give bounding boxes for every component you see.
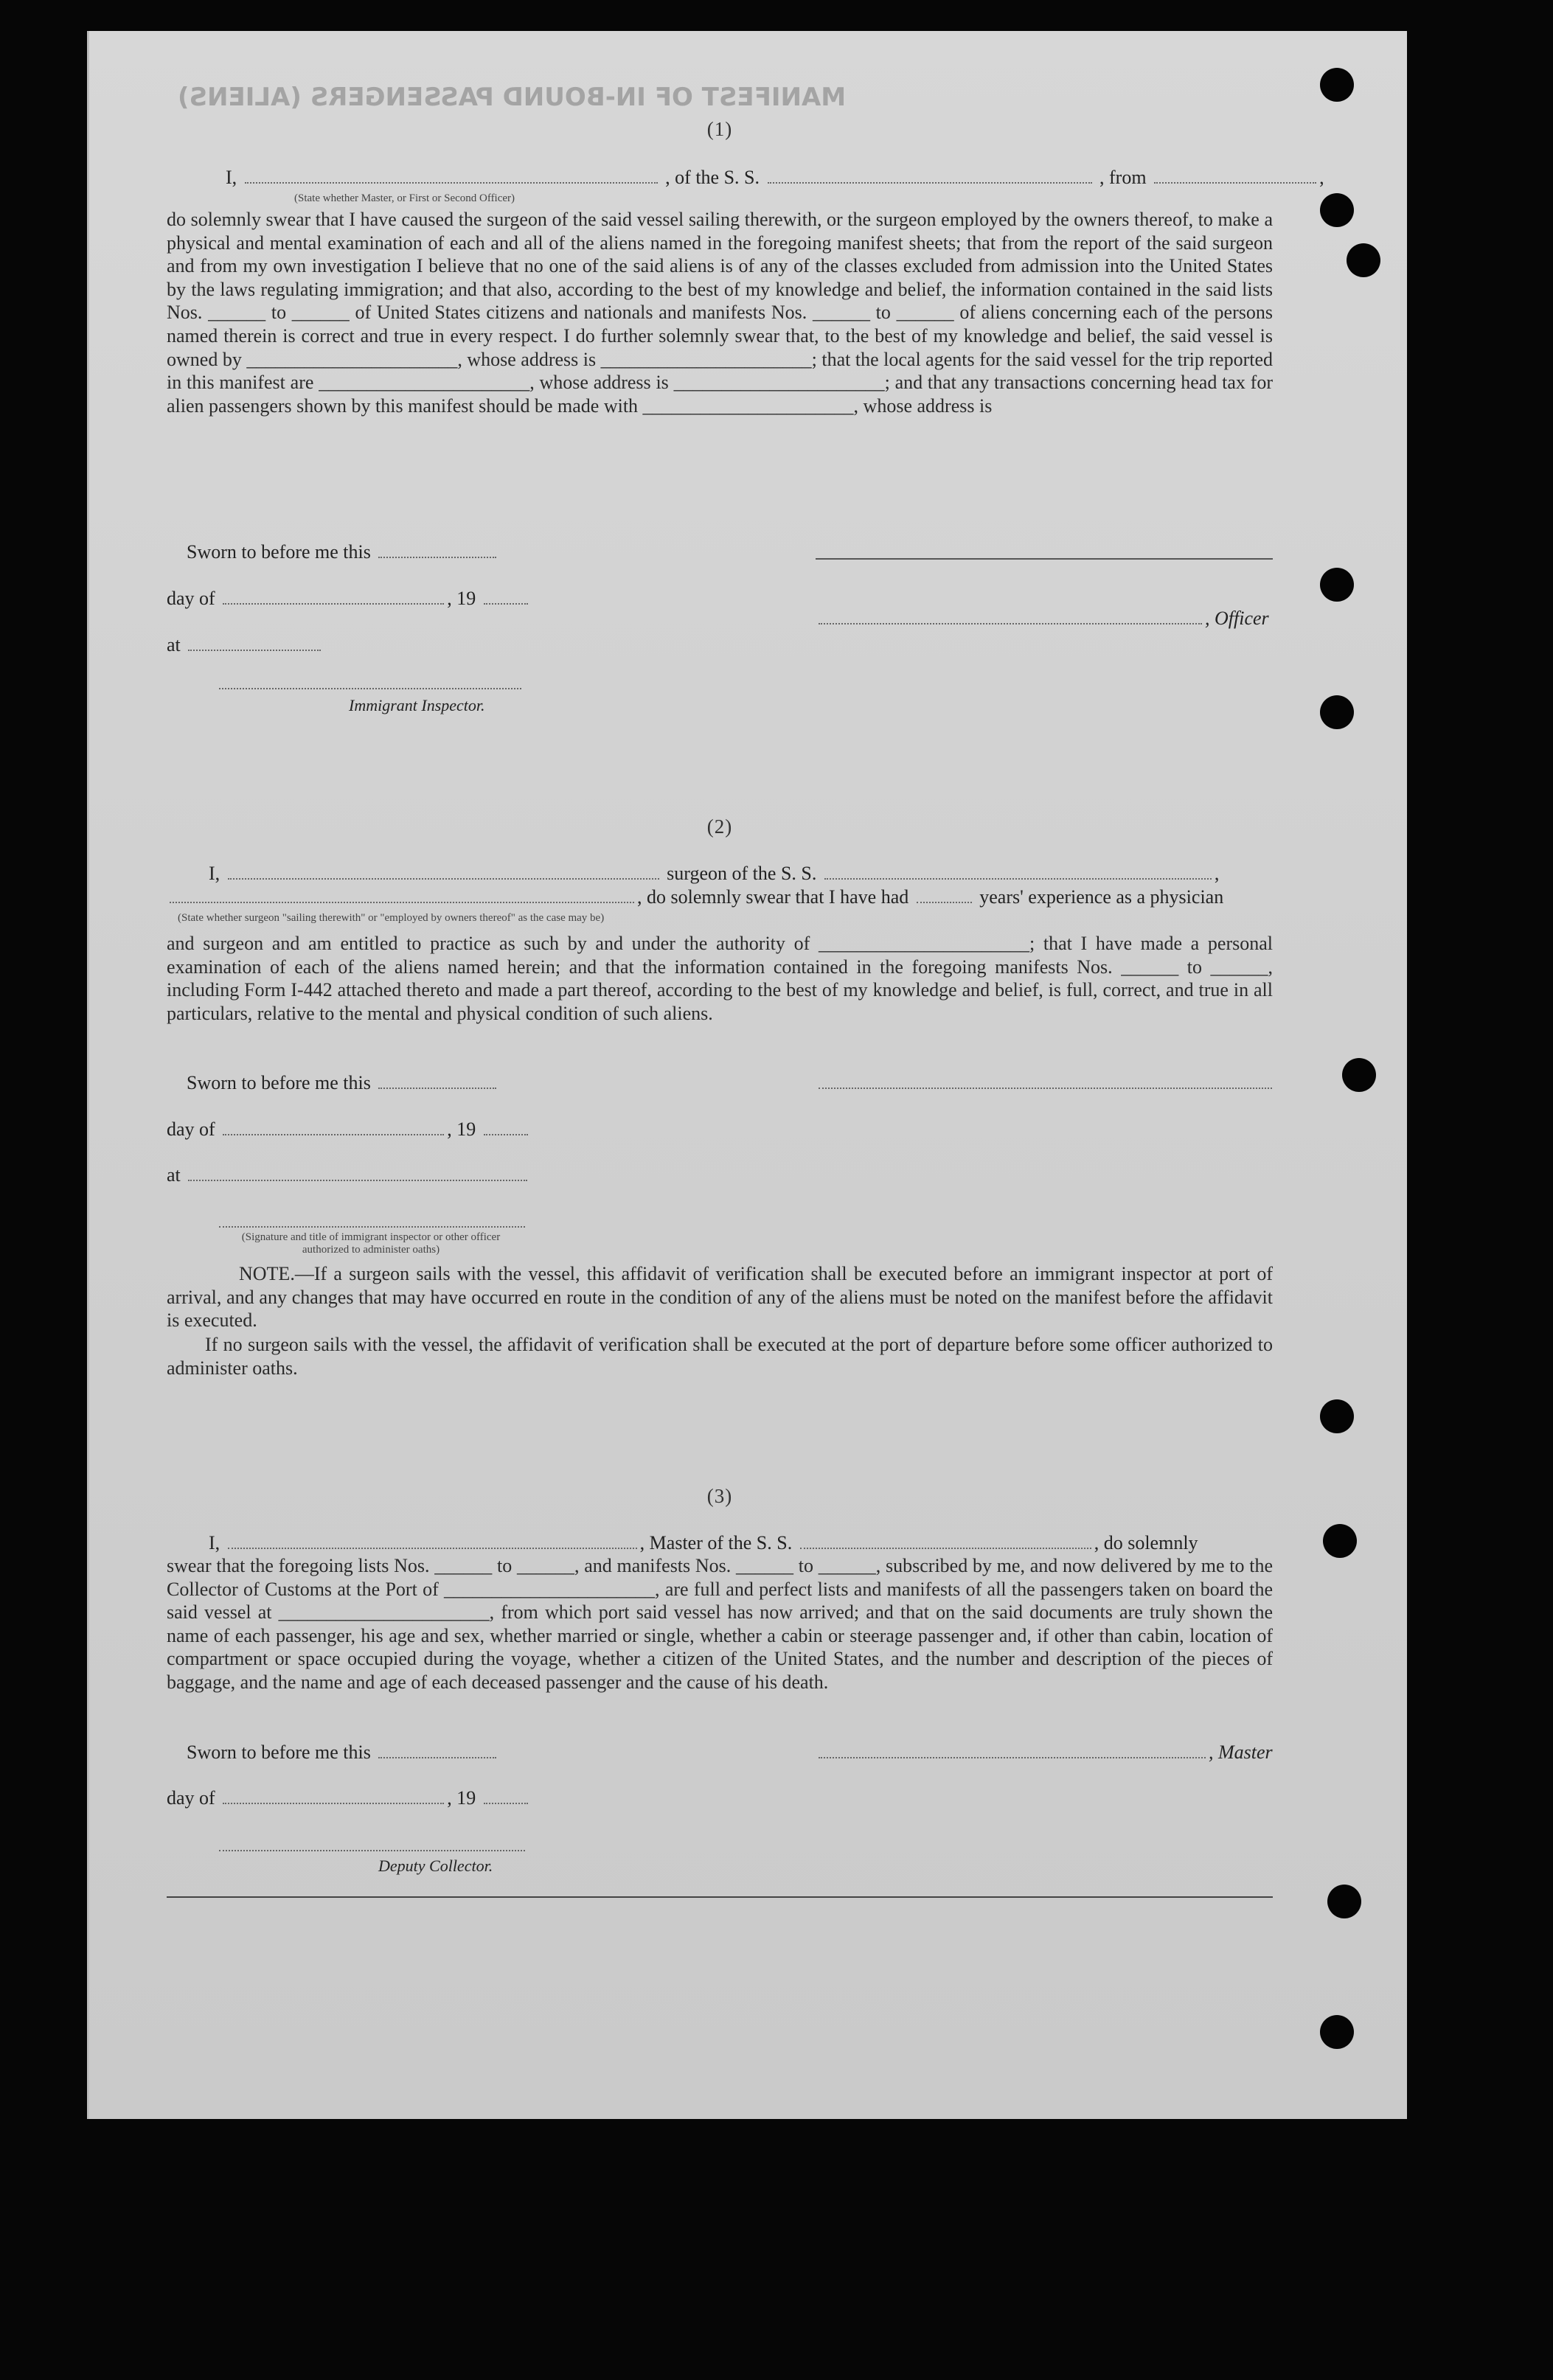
dayof-label: day of	[167, 588, 215, 609]
section-2-oath-line	[209, 863, 1219, 885]
section-3-dayof	[167, 1787, 531, 1809]
officer-signature-field	[819, 610, 1202, 624]
day-of-field	[223, 1121, 444, 1135]
at-field	[188, 1166, 527, 1181]
document-page	[87, 31, 1407, 2119]
section-2-sworn	[187, 1072, 499, 1094]
years-label: years' experience as a physician	[979, 886, 1224, 908]
note-label: NOTE.	[239, 1263, 295, 1284]
section-3-body: swear that the foregoing lists Nos. ______ to ______, and manifests Nos. ______ to ______, subscribed by me, and now delivered by me to the Collector of Customs at the Port of ______________________, are full and perfect lists and manifests of all the passengers taken on board the said vessel at ______________________, from which port said vessel has now arrived; and that on the said documents are truly shown the name of each passenger, his age and sex, whether married or single, whether a cabin or steerage passenger and, if other than cabin, location of compartment or space occupied during the voyage, whether a citizen of the United States, and the number and description of the pieces of baggage, and the name and age of each deceased passenger and the cause of his death.	[167, 1555, 1273, 1693]
master-signature-field	[819, 1744, 1206, 1758]
dayof-label: day of	[167, 1118, 215, 1140]
from-port-field	[1154, 169, 1316, 184]
surgeon-signature-line	[816, 1072, 1275, 1094]
master-signature-line	[816, 558, 1273, 560]
section-2-at	[167, 1164, 530, 1186]
master-signature-line-3	[816, 1741, 1273, 1764]
year-field	[484, 590, 528, 605]
deputy-collector-title: Deputy Collector.	[378, 1857, 493, 1875]
section-1-body: do solemnly swear that I have caused the surgeon of the said vessel sailing therewith, or the surgeon employed by the owners thereof, to make a physical and mental examination of each and all of the aliens named in the foregoing manifest sheets; that from the report of the said surgeon and from my own investigation I believe that no one of the said aliens is of any of the classes excluded from admission into the United States by the laws regulating immigration; and that also, according to the best of my knowledge and belief, the information contained in the said lists Nos. ______ to ______ of United States citizens and nationals and manifests Nos. ______ to ______ of aliens concerning each of the persons named therein is correct and true in every respect. I do further solemnly swear that, to the best of my knowledge and belief, the said vessel is owned by ______________________, whose address is ______________________; that the local agents for the said vessel for the trip reported in this manifest are ______________________, whose address is ______________________; and that any transactions concerning head tax for alien passengers shown by this manifest should be made with ______________________, whose address is	[167, 209, 1273, 417]
sworn-date-field	[378, 1744, 496, 1758]
oath-i: I,	[209, 863, 220, 884]
officer-signature-line	[216, 1211, 528, 1233]
day-of-field	[223, 1789, 444, 1804]
punch-hole	[1320, 1399, 1354, 1433]
ship-name-field	[768, 169, 1092, 184]
surgeon-signature-field	[819, 1074, 1272, 1089]
deputy-signature-field	[219, 1837, 525, 1851]
at-label: at	[167, 634, 181, 655]
from-label: , from	[1099, 167, 1147, 188]
sworn-date-field	[378, 543, 496, 558]
ship-label: , of the S. S.	[665, 167, 760, 188]
master-ship-field	[800, 1534, 1091, 1549]
section-1-sworn	[187, 541, 499, 563]
section-1-at	[167, 634, 324, 656]
inspector-title: Immigrant Inspector.	[349, 696, 485, 714]
oath-i: I,	[209, 1532, 220, 1553]
year-label: , 19	[447, 588, 476, 609]
dayof-label: day of	[167, 1787, 215, 1809]
punch-hole	[1320, 695, 1354, 729]
inspector-signature-field	[219, 675, 521, 689]
section-3-sworn	[187, 1741, 499, 1764]
section-2-body: and surgeon and am entitled to practice as such by and under the authority of ______________________; that I have made a personal examination of each of the aliens named herein; and that the information contained in the foregoing manifests Nos. ______ to ______, including Form I-442 attached thereto and made a part thereof, according to the best of my knowledge and belief, is full, correct, and true in all particulars, relative to the mental and physical condition of such aliens.	[167, 933, 1273, 1024]
officer-signature-field	[219, 1213, 525, 1228]
punch-hole	[1320, 193, 1354, 227]
punch-hole	[1320, 2015, 1354, 2049]
section-1-number: (1)	[706, 118, 733, 140]
punch-hole	[1327, 1885, 1361, 1918]
surgeon-label: surgeon of the S. S.	[667, 863, 817, 884]
officer-name-field	[245, 169, 658, 184]
deputy-signature-line	[216, 1834, 528, 1857]
officer-label: , Officer	[1205, 608, 1269, 629]
day-of-field	[223, 590, 444, 605]
signature-note: (Signature and title of immigrant inspector or other officer authorized to administer oaths)	[241, 1231, 501, 1256]
year-field	[484, 1789, 528, 1804]
master-name-field	[228, 1534, 637, 1549]
sworn-label: Sworn to before me this	[187, 541, 371, 563]
surgeon-name-field	[228, 865, 659, 880]
bleed-through-header: MANIFEST OF IN-BOUND PASSENGERS (ALIENS)	[178, 83, 847, 112]
surgeon-status-field	[170, 888, 634, 903]
sworn-label: Sworn to before me this	[187, 1741, 371, 1763]
year-label: , 19	[447, 1118, 476, 1140]
bottom-rule	[167, 1896, 1273, 1898]
year-label: , 19	[447, 1787, 476, 1809]
section-3-number: (3)	[706, 1485, 733, 1507]
punch-hole	[1347, 243, 1380, 277]
sworn-label: Sworn to before me this	[187, 1072, 371, 1093]
surgeon-status-note: (State whether surgeon "sailing therewith" or "employed by owners thereof" as the case may be)	[178, 912, 605, 924]
note-paragraph-1	[167, 1262, 1273, 1332]
section-3-oath-line	[209, 1532, 1198, 1554]
master-label: , Master of the S. S.	[639, 1532, 793, 1553]
note-paragraph-2: If no surgeon sails with the vessel, the affidavit of verification shall be executed at the port of departure before some officer authorized to administer oaths.	[167, 1334, 1273, 1379]
punch-hole	[1320, 568, 1354, 602]
at-label: at	[167, 1164, 181, 1186]
section-2-years-line	[167, 886, 1223, 908]
year-field	[484, 1121, 528, 1135]
master-title: , Master	[1209, 1741, 1273, 1763]
punch-hole	[1320, 68, 1354, 102]
note-text: —If a surgeon sails with the vessel, this affidavit of verification shall be executed before an immigrant inspector at port of arrival, and any changes that may have occurred en route in the condition of any of the aliens must be noted on the manifest before the affidavit is executed.	[167, 1263, 1273, 1332]
at-field	[188, 636, 321, 651]
inspector-signature-line	[216, 672, 524, 695]
section-2-dayof	[167, 1118, 531, 1141]
line-end: ,	[1214, 863, 1220, 884]
punch-hole	[1323, 1524, 1357, 1558]
officer-rank-note: (State whether Master, or First or Second Officer)	[294, 192, 515, 204]
punch-hole	[1342, 1058, 1376, 1092]
section-1-dayof	[167, 588, 531, 610]
sworn-date-field	[378, 1074, 496, 1089]
line-end: ,	[1319, 167, 1324, 188]
section-1-oath-line	[226, 167, 1324, 189]
years-field	[917, 888, 972, 903]
oath-i: I,	[226, 167, 237, 188]
section-2-number: (2)	[706, 815, 733, 838]
do-solemnly-label: , do solemnly	[1094, 1532, 1198, 1553]
swear-label: , do solemnly swear that I have had	[637, 886, 909, 908]
surgeon-ship-field	[824, 865, 1212, 880]
section-1-officer	[816, 608, 1269, 630]
